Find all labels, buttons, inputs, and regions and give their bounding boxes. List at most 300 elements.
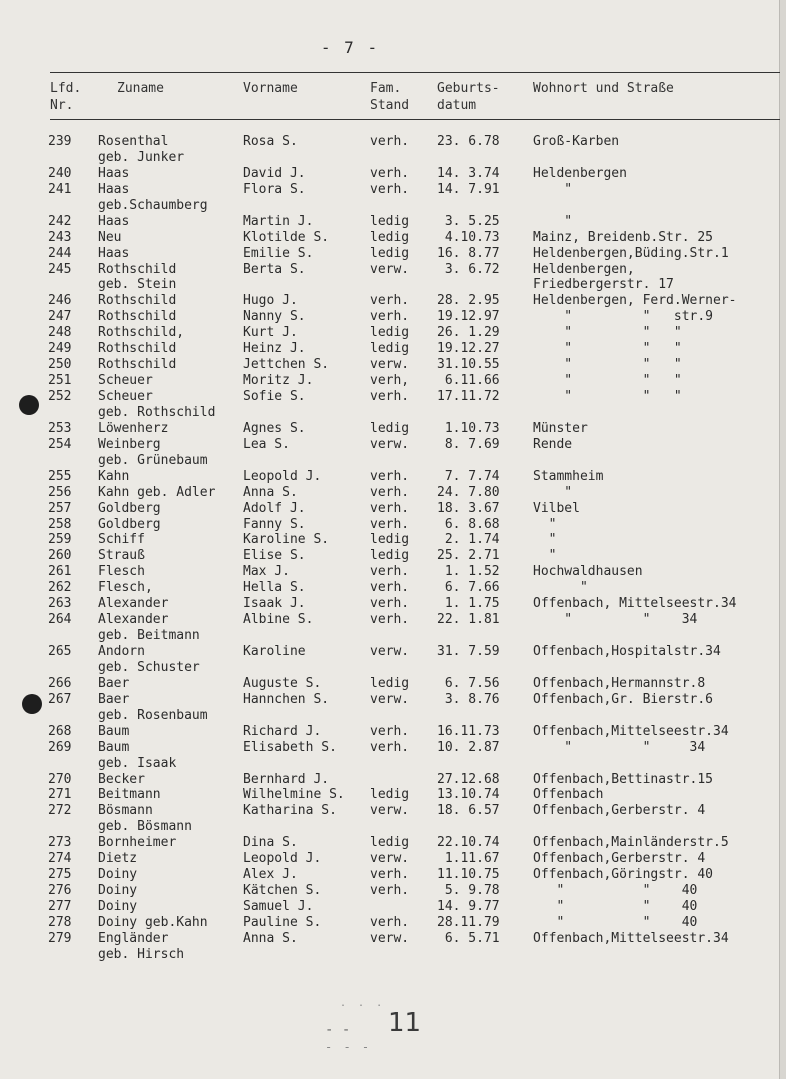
surname: Andorn — [98, 644, 145, 659]
table-row — [0, 787, 786, 803]
first-name: Emilie S. — [243, 245, 314, 261]
punch-hole — [19, 395, 39, 415]
birth-date: 1.10.73 — [437, 420, 500, 436]
table-row — [0, 389, 786, 405]
register-table — [0, 134, 786, 963]
row-number: 254 — [48, 436, 72, 452]
marital-status: verh. — [370, 165, 410, 181]
row-number: 243 — [48, 229, 72, 245]
table-row — [0, 421, 786, 437]
table-row — [0, 134, 786, 150]
table-row — [0, 501, 786, 517]
marital-status: ledig — [370, 213, 410, 229]
birth-date: 13.10.74 — [437, 787, 500, 803]
residence: Groß-Karben — [533, 134, 620, 149]
birth-date: 1.11.67 — [437, 851, 500, 867]
surname: Haas — [98, 165, 130, 181]
marital-status: ledig — [370, 341, 410, 357]
residence: Hochwaldhausen — [533, 564, 643, 580]
surname: Goldberg — [98, 516, 161, 532]
residence: Offenbach,Bettinastr.15 — [533, 771, 714, 787]
residence: " — [533, 532, 557, 548]
birth-date: 1. 1.52 — [437, 564, 500, 580]
marital-status: verh. — [370, 612, 410, 628]
table-row — [0, 437, 786, 453]
row-number: 241 — [48, 181, 72, 197]
first-name: Hannchen S. — [243, 691, 330, 707]
table-row — [0, 373, 786, 389]
residence: Offenbach,Mittelseestr.34 — [533, 723, 729, 739]
residence: Offenbach,Göringstr. 40 — [533, 867, 714, 883]
marital-status: verh. — [370, 867, 410, 883]
surname: Engländer — [98, 930, 169, 946]
surname: geb. Stein — [98, 277, 177, 293]
birth-date: 1. 1.75 — [437, 596, 500, 612]
page-number: - 7 - — [320, 38, 380, 57]
residence: " — [533, 181, 573, 197]
marital-status: verh. — [370, 181, 410, 197]
surname: Doiny — [98, 867, 138, 883]
surname: Bösmann — [98, 803, 153, 819]
table-row — [0, 214, 786, 230]
marital-status: verh. — [370, 739, 410, 755]
surname: Rosenthal — [98, 134, 169, 149]
first-name: Nanny S. — [243, 309, 306, 325]
table-row — [0, 772, 786, 788]
first-name: Richard J. — [243, 723, 322, 739]
birth-date: 14. 7.91 — [437, 181, 500, 197]
marital-status: verh. — [370, 309, 410, 325]
residence: Offenbach,Mainländerstr.5 — [533, 835, 729, 851]
footer-number: 11 — [388, 1008, 422, 1038]
row-number: 270 — [48, 771, 72, 787]
row-number: 279 — [48, 930, 72, 946]
surname: Doiny — [98, 899, 138, 914]
surname: Baum — [98, 723, 130, 739]
birth-date: 25. 2.71 — [437, 548, 500, 564]
row-number: 274 — [48, 851, 72, 867]
table-row — [0, 469, 786, 485]
birth-date: 3. 8.76 — [437, 691, 500, 707]
surname: Baer — [98, 691, 130, 707]
residence: Offenbach,Gr. Bierstr.6 — [533, 691, 714, 707]
marital-status: ledig — [370, 787, 410, 803]
birth-date: 3. 5.25 — [437, 213, 500, 229]
marital-status: verh. — [370, 293, 410, 309]
table-row — [0, 453, 786, 469]
marital-status: ledig — [370, 532, 410, 548]
row-number: 268 — [48, 723, 72, 739]
residence: " " 40 — [533, 914, 698, 930]
surname: geb. Hirsch — [98, 946, 185, 962]
row-number: 275 — [48, 867, 72, 883]
marital-status: ledig — [370, 229, 410, 245]
header-zuname: Zuname — [117, 81, 164, 96]
surname: Kahn geb. Adler — [98, 484, 216, 500]
residence: Offenbach — [533, 787, 604, 803]
surname: Alexander — [98, 596, 169, 612]
surname: Goldberg — [98, 500, 161, 516]
first-name: Dina S. — [243, 835, 298, 851]
surname: Dietz — [98, 851, 138, 867]
birth-date: 10. 2.87 — [437, 739, 500, 755]
birth-date: 22. 1.81 — [437, 612, 500, 628]
birth-date: 6.11.66 — [437, 373, 500, 389]
residence: " " 40 — [533, 883, 698, 899]
marital-status: verh. — [370, 723, 410, 739]
surname: Rothschild — [98, 341, 177, 357]
birth-date: 14. 9.77 — [437, 899, 500, 914]
birth-date: 19.12.27 — [437, 341, 500, 357]
marital-status: verh. — [370, 580, 410, 596]
marital-status: verh. — [370, 516, 410, 532]
table-row — [0, 182, 786, 198]
marital-status: verh. — [370, 914, 410, 930]
birth-date: 4.10.73 — [437, 229, 500, 245]
row-number: 263 — [48, 596, 72, 612]
marital-status: verw. — [370, 644, 410, 659]
smudge-marks: - - - — [325, 1040, 372, 1054]
marital-status: ledig — [370, 325, 410, 341]
first-name: Adolf J. — [243, 500, 306, 516]
first-name: Lea S. — [243, 436, 290, 452]
residence: Heldenbergen — [533, 165, 627, 181]
marital-status: verh. — [370, 389, 410, 404]
table-row — [0, 485, 786, 501]
surname: Löwenherz — [98, 420, 169, 436]
table-row — [0, 676, 786, 692]
residence: Mainz, Breidenb.Str. 25 — [533, 229, 714, 245]
first-name: Karoline S. — [243, 532, 330, 548]
first-name: Anna S. — [243, 930, 298, 946]
row-number: 239 — [48, 134, 72, 149]
table-row — [0, 150, 786, 166]
residence: Heldenbergen, — [533, 261, 635, 277]
surname: Strauß — [98, 548, 145, 564]
table-row — [0, 708, 786, 724]
surname: geb. Rothschild — [98, 404, 216, 420]
table-row — [0, 867, 786, 883]
table-row — [0, 628, 786, 644]
row-number: 245 — [48, 261, 72, 277]
first-name: Jettchen S. — [243, 357, 330, 373]
surname: geb. Bösmann — [98, 819, 192, 835]
first-name: Kurt J. — [243, 325, 298, 341]
row-number: 259 — [48, 532, 72, 548]
surname: Weinberg — [98, 436, 161, 452]
marital-status: verw. — [370, 261, 410, 277]
surname: Scheuer — [98, 373, 153, 389]
birth-date: 27.12.68 — [437, 771, 500, 787]
surname: geb. Isaak — [98, 755, 177, 771]
surname: geb. Grünebaum — [98, 452, 208, 468]
table-row — [0, 325, 786, 341]
residence: " " str.9 — [533, 309, 714, 325]
smudge-marks: - - — [325, 1022, 351, 1038]
residence: Stammheim — [533, 468, 604, 484]
first-name: Wilhelmine S. — [243, 787, 345, 803]
first-name: Katharina S. — [243, 803, 337, 819]
header-fam-stand: Fam. Stand — [370, 81, 410, 113]
marital-status: verh. — [370, 484, 410, 500]
first-name: Agnes S. — [243, 420, 306, 436]
marital-status: ledig — [370, 835, 410, 851]
table-row — [0, 548, 786, 564]
first-name: Hugo J. — [243, 293, 298, 309]
marital-status: verh, — [370, 373, 410, 389]
row-number: 269 — [48, 739, 72, 755]
table-row — [0, 692, 786, 708]
punch-hole — [22, 694, 42, 714]
first-name: Fanny S. — [243, 516, 306, 532]
surname: Doiny — [98, 883, 138, 899]
birth-date: 6. 7.56 — [437, 675, 500, 691]
marital-status: verw. — [370, 357, 410, 373]
first-name: Bernhard J. — [243, 771, 330, 787]
table-row — [0, 230, 786, 246]
surname: Haas — [98, 213, 130, 229]
first-name: Auguste S. — [243, 675, 322, 691]
residence: Vilbel — [533, 500, 580, 516]
first-name: Isaak J. — [243, 596, 306, 612]
residence: " — [533, 516, 557, 532]
marital-status: verh. — [370, 564, 410, 580]
birth-date: 24. 7.80 — [437, 484, 500, 500]
table-row — [0, 660, 786, 676]
residence: Offenbach,Gerberstr. 4 — [533, 803, 706, 819]
table-row — [0, 580, 786, 596]
row-number: 277 — [48, 899, 72, 914]
marital-status: ledig — [370, 245, 410, 261]
table-row — [0, 277, 786, 293]
marital-status: verh. — [370, 468, 410, 484]
birth-date: 6. 5.71 — [437, 930, 500, 946]
surname: Becker — [98, 771, 145, 787]
birth-date: 2. 1.74 — [437, 532, 500, 548]
birth-date: 26. 1.29 — [437, 325, 500, 341]
first-name: Flora S. — [243, 181, 306, 197]
residence: " " " — [533, 341, 682, 357]
table-row — [0, 724, 786, 740]
residence: " " " — [533, 325, 682, 341]
row-number: 244 — [48, 245, 72, 261]
surname: Rothschild — [98, 261, 177, 277]
table-row — [0, 803, 786, 819]
surname: Scheuer — [98, 389, 153, 404]
header-vorname: Vorname — [243, 81, 298, 96]
row-number: 271 — [48, 787, 72, 803]
table-row — [0, 564, 786, 580]
row-number: 278 — [48, 914, 72, 930]
marital-status: verw. — [370, 851, 410, 867]
birth-date: 18. 3.67 — [437, 500, 500, 516]
row-number: 255 — [48, 468, 72, 484]
table-row — [0, 532, 786, 548]
row-number: 264 — [48, 612, 72, 628]
table-row — [0, 915, 786, 931]
birth-date: 16.11.73 — [437, 723, 500, 739]
row-number: 249 — [48, 341, 72, 357]
residence: Offenbach,Hermannstr.8 — [533, 675, 706, 691]
birth-date: 7. 7.74 — [437, 468, 500, 484]
marital-status: verh. — [370, 596, 410, 612]
row-number: 247 — [48, 309, 72, 325]
birth-date: 5. 9.78 — [437, 883, 500, 899]
first-name: Max J. — [243, 564, 290, 580]
birth-date: 6. 7.66 — [437, 580, 500, 596]
surname: Baer — [98, 675, 130, 691]
row-number: 266 — [48, 675, 72, 691]
table-row — [0, 931, 786, 947]
table-row — [0, 517, 786, 533]
first-name: Rosa S. — [243, 134, 298, 149]
row-number: 262 — [48, 580, 72, 596]
table-row — [0, 309, 786, 325]
first-name: Albine S. — [243, 612, 314, 628]
birth-date: 28. 2.95 — [437, 293, 500, 309]
first-name: Elisabeth S. — [243, 739, 337, 755]
header-lfd-nr: Lfd. Nr. — [50, 81, 82, 113]
residence: Offenbach,Mittelseestr.34 — [533, 930, 729, 946]
header-wohnort: Wohnort und Straße — [533, 81, 674, 96]
residence: " — [533, 484, 573, 500]
marital-status: verh. — [370, 883, 410, 899]
surname: Alexander — [98, 612, 169, 628]
header-rule-bottom — [50, 119, 780, 120]
residence: Heldenbergen,Büding.Str.1 — [533, 245, 729, 261]
marital-status: verw. — [370, 803, 410, 819]
smudge-marks: . . . — [340, 998, 386, 1009]
birth-date: 11.10.75 — [437, 867, 500, 883]
birth-date: 19.12.97 — [437, 309, 500, 325]
first-name: Leopold J. — [243, 468, 322, 484]
surname: Rothschild — [98, 293, 177, 309]
table-row — [0, 835, 786, 851]
marital-status: verw. — [370, 691, 410, 707]
first-name: Hella S. — [243, 580, 306, 596]
surname: Flesch — [98, 564, 145, 580]
table-row — [0, 644, 786, 660]
row-number: 260 — [48, 548, 72, 564]
table-row — [0, 851, 786, 867]
residence: Heldenbergen, Ferd.Werner- — [533, 293, 737, 309]
residence: " " 34 — [533, 739, 706, 755]
marital-status: ledig — [370, 420, 410, 436]
row-number: 242 — [48, 213, 72, 229]
table-row — [0, 341, 786, 357]
birth-date: 23. 6.78 — [437, 134, 500, 149]
birth-date: 8. 7.69 — [437, 436, 500, 452]
table-row — [0, 293, 786, 309]
row-number: 273 — [48, 835, 72, 851]
table-row — [0, 819, 786, 835]
surname: Rothschild — [98, 309, 177, 325]
residence: " — [533, 580, 588, 596]
residence: " — [533, 548, 557, 564]
header-geburtsdatum: Geburts- datum — [437, 81, 500, 113]
surname: Neu — [98, 229, 122, 245]
first-name: Heinz J. — [243, 341, 306, 357]
first-name: Kätchen S. — [243, 883, 322, 899]
header-rule-top — [50, 72, 780, 73]
surname: Beitmann — [98, 787, 161, 803]
row-number: 265 — [48, 644, 72, 659]
row-number: 257 — [48, 500, 72, 516]
table-row — [0, 198, 786, 214]
surname: Schiff — [98, 532, 145, 548]
surname: Baum — [98, 739, 130, 755]
surname: Doiny geb.Kahn — [98, 914, 208, 930]
first-name: Samuel J. — [243, 899, 314, 914]
first-name: Moritz J. — [243, 373, 314, 389]
residence: " " " — [533, 357, 682, 373]
surname: Rothschild — [98, 357, 177, 373]
residence: Münster — [533, 420, 588, 436]
birth-date: 18. 6.57 — [437, 803, 500, 819]
row-number: 246 — [48, 293, 72, 309]
surname: geb.Schaumberg — [98, 197, 208, 213]
marital-status: verw. — [370, 436, 410, 452]
birth-date: 3. 6.72 — [437, 261, 500, 277]
table-row — [0, 740, 786, 756]
residence: " " 40 — [533, 899, 698, 914]
row-number: 258 — [48, 516, 72, 532]
birth-date: 31. 7.59 — [437, 644, 500, 659]
row-number: 248 — [48, 325, 72, 341]
birth-date: 31.10.55 — [437, 357, 500, 373]
row-number: 240 — [48, 165, 72, 181]
surname: Flesch, — [98, 580, 153, 596]
first-name: Leopold J. — [243, 851, 322, 867]
surname: geb. Junker — [98, 149, 185, 165]
row-number: 272 — [48, 803, 72, 819]
birth-date: 6. 8.68 — [437, 516, 500, 532]
surname: geb. Schuster — [98, 659, 200, 675]
marital-status: verh. — [370, 134, 410, 149]
row-number: 261 — [48, 564, 72, 580]
residence: Offenbach,Hospitalstr.34 — [533, 644, 721, 659]
first-name: Karoline — [243, 644, 306, 659]
residence: Rende — [533, 436, 573, 452]
residence: " " " — [533, 373, 682, 389]
birth-date: 14. 3.74 — [437, 165, 500, 181]
first-name: Martin J. — [243, 213, 314, 229]
table-row — [0, 357, 786, 373]
first-name: Klotilde S. — [243, 229, 330, 245]
birth-date: 28.11.79 — [437, 914, 500, 930]
surname: geb. Beitmann — [98, 628, 200, 644]
first-name: Sofie S. — [243, 389, 306, 404]
residence: Offenbach,Gerberstr. 4 — [533, 851, 706, 867]
row-number: 250 — [48, 357, 72, 373]
row-number: 251 — [48, 373, 72, 389]
surname: Bornheimer — [98, 835, 177, 851]
surname: Kahn — [98, 468, 130, 484]
first-name: Elise S. — [243, 548, 306, 564]
first-name: Alex J. — [243, 867, 298, 883]
surname: Rothschild, — [98, 325, 185, 341]
marital-status: ledig — [370, 675, 410, 691]
residence: Friedbergerstr. 17 — [533, 277, 674, 293]
first-name: Berta S. — [243, 261, 306, 277]
marital-status: verw. — [370, 930, 410, 946]
residence: " " 34 — [533, 612, 698, 628]
table-row — [0, 262, 786, 278]
table-row — [0, 166, 786, 182]
row-number: 252 — [48, 389, 72, 404]
first-name: Anna S. — [243, 484, 298, 500]
row-number: 256 — [48, 484, 72, 500]
